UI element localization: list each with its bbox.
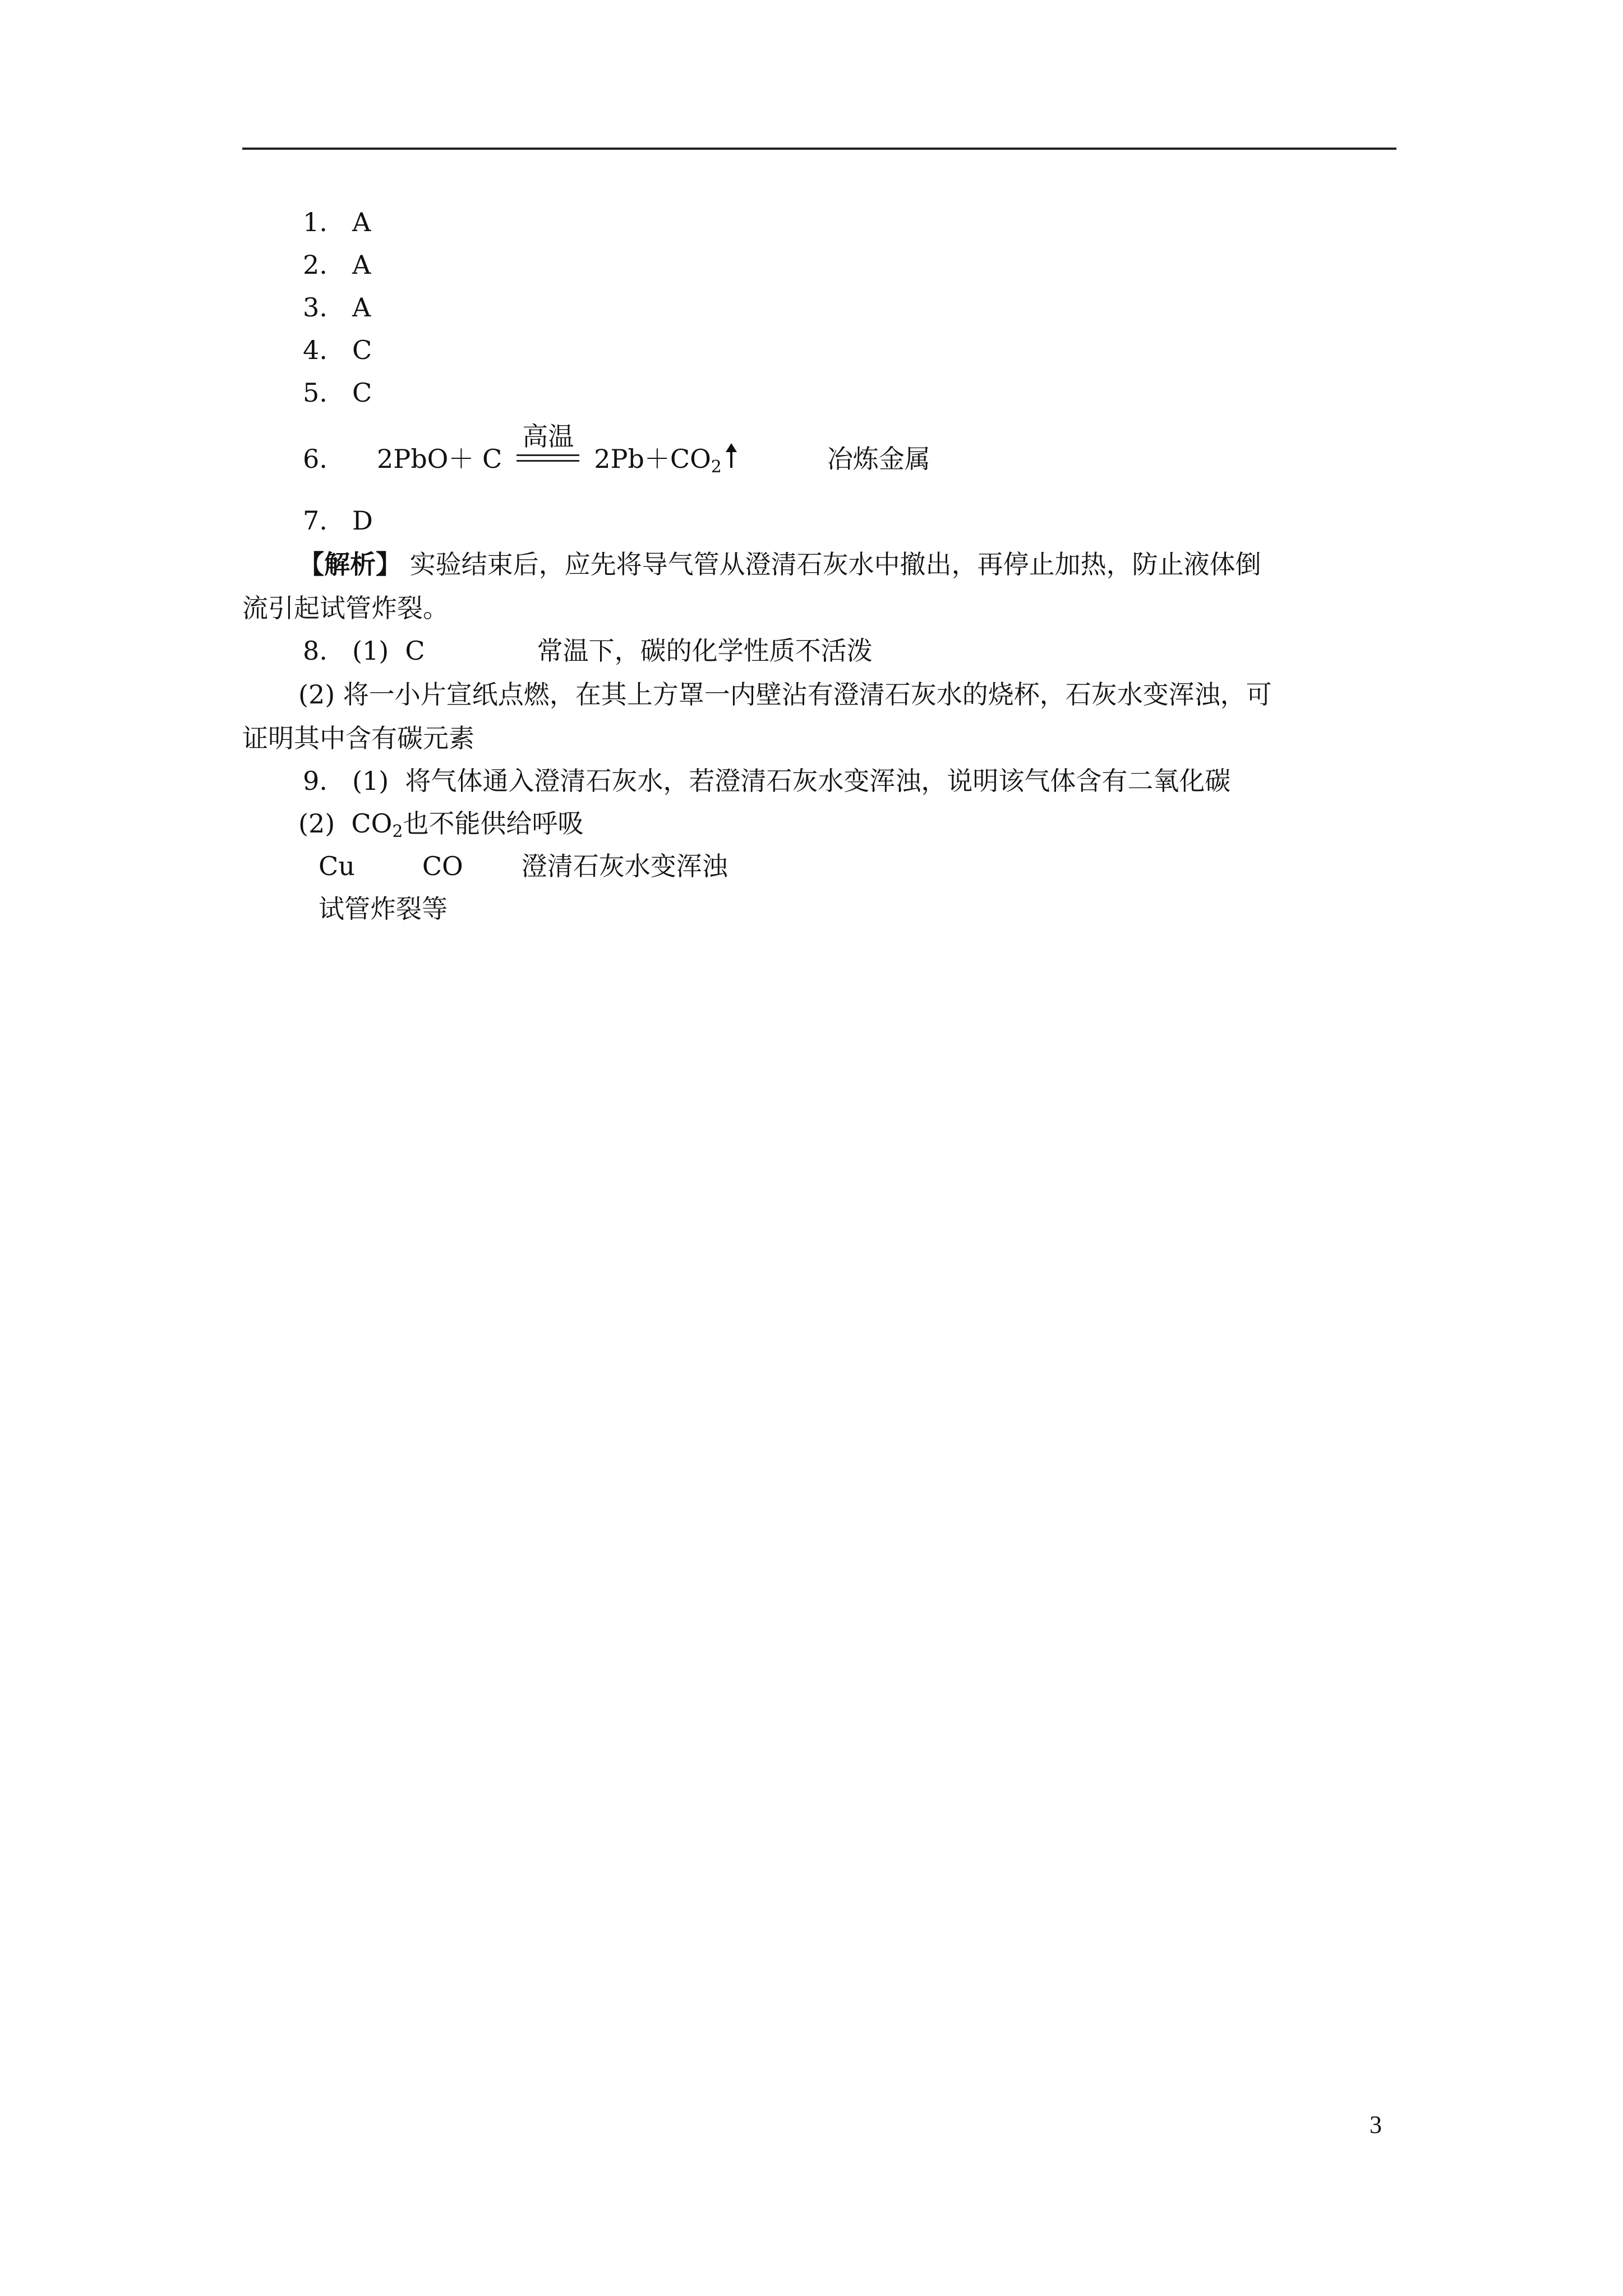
answer-number: 5. bbox=[303, 378, 328, 408]
equation-products: 2Pb＋CO bbox=[594, 444, 711, 474]
answer-8-part-1 bbox=[303, 634, 873, 668]
answer-number: 2. bbox=[303, 250, 328, 280]
part-label: (2) bbox=[298, 808, 335, 839]
subscript: 2 bbox=[711, 457, 722, 477]
answer-value: C bbox=[352, 335, 372, 365]
answer-2 bbox=[303, 248, 371, 282]
answer-5 bbox=[303, 376, 372, 409]
answer-6 bbox=[303, 421, 930, 484]
condition-label: 高温 bbox=[522, 421, 574, 452]
answer-value: A bbox=[352, 207, 371, 237]
answer-text: 也不能供给呼吸 bbox=[403, 808, 584, 839]
answer-value: C bbox=[352, 378, 372, 408]
answer-9-part-3 bbox=[319, 849, 728, 883]
part-label: (1) bbox=[352, 766, 389, 796]
answer-value: A bbox=[352, 250, 371, 280]
answer-8-part-2-line-1: (2) 将一小片宣纸点燃，在其上方罩一内壁沾有澄清石灰水的烧杯，石灰水变浑浊，可 bbox=[298, 679, 1272, 710]
reaction-condition bbox=[517, 421, 579, 476]
answer-value: D bbox=[352, 505, 373, 536]
answer-value: CO bbox=[422, 851, 463, 881]
answer-number: 1. bbox=[303, 207, 328, 237]
answer-value: C bbox=[405, 636, 425, 666]
equation-reactants: 2PbO＋ C bbox=[377, 444, 502, 474]
answer-4 bbox=[303, 333, 372, 367]
answer-9-part-1 bbox=[303, 764, 1230, 798]
answer-8-part-2-line-2: 证明其中含有碳元素 bbox=[242, 723, 474, 753]
answer-value: A bbox=[352, 292, 371, 323]
part-label: (1) bbox=[352, 636, 389, 666]
answer-text: 澄清石灰水变浑浊 bbox=[521, 851, 728, 881]
answer-number: 9. bbox=[303, 766, 328, 796]
analysis-label: 【解析】 bbox=[298, 549, 402, 579]
analysis-text: 实验结束后，应先将导气管从澄清石灰水中撤出，再停止加热，防止液体倒 bbox=[409, 549, 1261, 579]
answer-text: 将气体通入澄清石灰水，若澄清石灰水变浑浊，说明该气体含有二氧化碳 bbox=[405, 766, 1231, 796]
answer-number: 8. bbox=[303, 636, 328, 666]
reaction-use: 冶炼金属 bbox=[827, 444, 930, 474]
formula: CO bbox=[351, 808, 393, 839]
answer-value: Cu bbox=[319, 851, 355, 881]
page-number: 3 bbox=[1370, 2111, 1382, 2138]
answer-1 bbox=[303, 205, 371, 239]
analysis-line-1 bbox=[298, 547, 1261, 581]
answer-number: 7. bbox=[303, 505, 328, 536]
answer-9-part-2 bbox=[298, 807, 583, 849]
answer-reason: 常温下，碳的化学性质不活泼 bbox=[537, 636, 873, 666]
answer-9-part-4: 试管炸裂等 bbox=[319, 894, 448, 924]
answer-number: 3. bbox=[303, 292, 328, 323]
gas-up-arrow-icon bbox=[725, 443, 737, 469]
analysis-line-2: 流引起试管炸裂。 bbox=[242, 593, 449, 623]
header-rule bbox=[242, 148, 1396, 150]
answer-number: 6. bbox=[303, 444, 328, 474]
subscript: 2 bbox=[392, 822, 403, 841]
answer-7 bbox=[303, 504, 373, 537]
answer-number: 4. bbox=[303, 335, 328, 365]
answer-3 bbox=[303, 291, 371, 324]
